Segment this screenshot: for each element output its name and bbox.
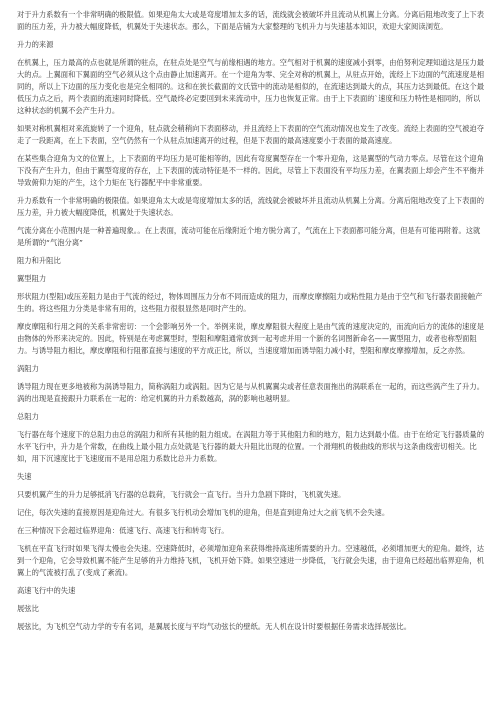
paragraph: 摩皮摩阻和行用之间的关系非常密切：一个会影响另外一个。举例来说，摩皮摩阻很大程度上是由气流的速度决定的，而流向后方的流体的速度是由物体的外形来决定的。因此，特别是在考虑翼型时，型阻和摩阻通常放到一起考虑并用一个新的名词图新命名——翼型阻力，或者也称型面阻力。与诱导阻力相比，摩皮摩阻和行阻都直接与速度的平方成正比，所以，当速度增加而诱导阻力减小时，型阻和摩皮摩擦增加，反之亦然。 <box>17 322 484 355</box>
paragraph: 如果对称机翼相对来流旋转了一个迎角，驻点就会稍稍向下表面移动，并且流经上下表面的空气流动情况也发生了改变。流经上表面的空气被迫夺走了一段距离，在上下表面，空气仍然有一个从驻点加速离开的过程，但是下表面的最高速度要小于表面的最高速度。 <box>17 124 484 145</box>
section-heading: 总阻力 <box>17 412 39 421</box>
paragraph: 飞机在平直飞行时如果飞得太慢也会失速。空速降低时，必须增加迎角来获得维持高速所需要的升力。空速越低，必须增加更大的迎角。最终，达到一个迎角，它会导致机翼不能产生足够的升力维持飞机，飞机开始下降。如果空速进一步降低，飞行就会失速，由于迎角已经超出临界迎角，机翼上的气流被打乱了(变成了紊流)。 <box>17 544 484 577</box>
paragraph: 对于升力系数有一个非常明确的极限值。如果迎角太大或是弯度增加太多的话，流线就会被破坏并且流动从机翼上分离。分离后阻地改变了上下表面的压力差，升力被大幅度降低，机翼处于失速状态。那么，下面是店铺为大家整理的飞机升力与失速基本知识，欢迎大家阅读浏览。 <box>17 10 484 31</box>
section-heading: 涡阻力 <box>17 364 39 373</box>
section-heading: 展弦比 <box>17 604 39 613</box>
section-heading: 阻力和升阻比 <box>17 256 61 265</box>
paragraph: 在机翼上，压力最高的点也就是所谓的驻点，在驻点处是空气与前缘相遇的地方。空气相对于机翼的速度减小到零，由伯努利定理知道这是压力最大的点。上翼面和下翼面的空气必须从这个点由静止加速离开。在一个迎角为零、完全对称的机翼上，从驻点开始，流经上下边面的气流速度是相同的，所以上下边面的压力变化也是完全相同的。这和在狭长截面的文氏管中的流动是相似的，在流速达到最大的点，其压力达到最低。在这个最低压力点之后，两个表面的流速同时降低。空气最终必定要回到未来流动中，压力也恢复正常。由于上下表面的`速度和压力特性是相同的，所以这种状态的机翼不会产生升力。 <box>17 58 484 115</box>
section-heading: 失速 <box>17 472 32 481</box>
paragraph: 飞行器在每个速度下的总阻力由总的涡阻力和所有其他的阻力组成。在涡阻力等于其他阻力和的地方，阻力达到最小值。由于在给定飞行器质量的水平飞行中，升力是个常数，在曲线上最小阻力点处就是飞行器的最大升阻比出现的位置。一个滑翔机的极曲线的形状与这条曲线密切相关。比如，用下沉速度比于飞速度而不是用总阻力系数比总升力系数。 <box>17 430 484 463</box>
paragraph: 诱导阻力现在更多地被称为涡诱导阻力，简称涡阻力或涡阻。因为它是与从机翼翼尖或者任意表面拖出的涡联系在一起的，而这些涡产生了升力。涡的出现是直接跟升力联系在一起的：给定机翼的升力系数越高，涡的影响也越明显。 <box>17 382 484 403</box>
article-body <box>17 9 487 633</box>
paragraph: 在某些集合迎角为文的位置上，上下表面的平均压力是可能相等的，因此有弯度翼型存在一个零升迎角，这是翼型的气动力零点。尽管在这个迎角下没有产生升力，但由于翼型弯度的存在，上下表面的流动特征是不一样的。因此，尽管上下表面没有平均压力差，在翼表面上却会产生不平衡并导致俯仰力矩的产生，这个力矩在飞行器配平中非常重要。 <box>17 154 484 187</box>
paragraph: 气流分离在小范围内是一种普遍现象。。在上表面，流动可能在后缘附近个地方脱分离了，气流在上下表面都可能分离，但是有可能再附着。这就是所谓的“气泡分离” <box>17 226 481 247</box>
paragraph: 记住，每次失速的直接原因是迎角过大。有很多飞行机动会增加飞机的迎角，但是直到迎角过大之前飞机不会失速。 <box>17 508 390 517</box>
section-heading: 升力的来源 <box>17 40 54 49</box>
section-heading: 高速飞行中的失速 <box>17 586 76 595</box>
paragraph: 只要机翼产生的升力足够抵消飞行器的总载荷，飞行就会一直飞行。当升力急剧下降时，飞机就失速。 <box>17 490 346 499</box>
paragraph: 在三种情况下会超过临界迎角：低速飞行、高速飞行和转弯飞行。 <box>17 526 229 535</box>
paragraph: 形状阻力(型阻)或压差阻力是由于气流的经过，物体周围压力分布不同而造成的阻力，而摩皮摩擦阻力或粘性阻力是由于空气和飞行器表面接触产生的。将这些阻力分类是非常有用的，这些阻力很很显然是同时产生的。 <box>17 292 483 313</box>
section-heading: 翼型阻力 <box>17 274 47 283</box>
paragraph: 升力系数有一个非常明确的极限值。如果迎角太大或是弯度增加太多的话，流线就会被破坏并且流动从机翼上分离。分离后阻地改变了上下表面的压力差，升力被大幅度降低，机翼处于失速状态。 <box>17 196 484 217</box>
paragraph: 展弦比，为飞机空气动力学的专有名词，是翼展长度与平均气动弦长的壁纸。无人机在设计时要根据任务需求选择展弦比。 <box>17 622 412 631</box>
